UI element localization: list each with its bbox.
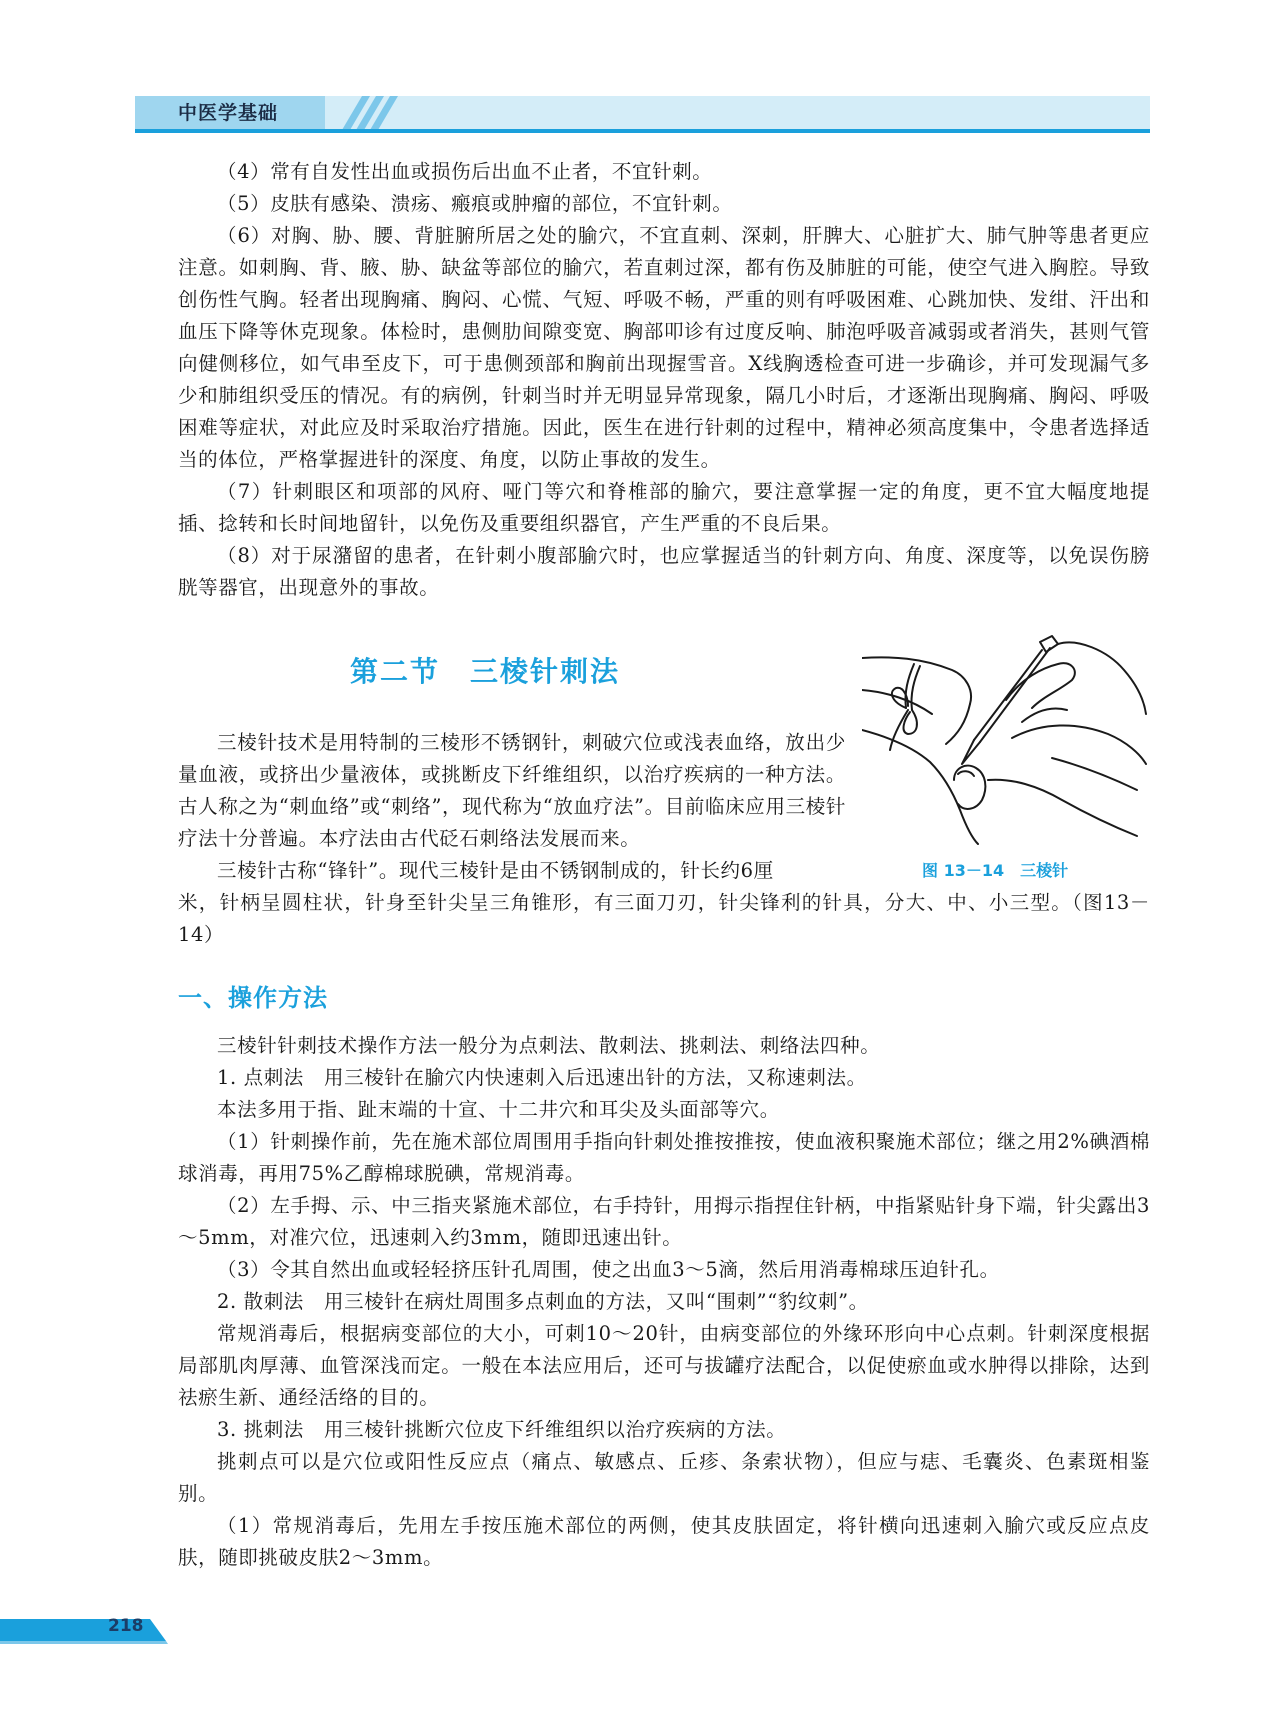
paragraph: （5）皮肤有感染、溃疡、瘢痕或肿瘤的部位，不宜针刺。 (217, 192, 733, 215)
footer-page-tab (0, 1617, 172, 1645)
running-header-title: 中医学基础 (178, 102, 279, 124)
paragraph: （1）针刺操作前，先在施术部位周围用手指向针刺处推按推按，使血液积聚施术部位；继之用2%碘酒棉球消毒，再用75%乙醇棉球脱碘，常规消毒。 (178, 1130, 1150, 1185)
paragraph: 常规消毒后，根据病变部位的大小，可刺10～20针，由病变部位的外缘环形向中心点刺。针刺深度根据局部肌肉厚薄、血管深浅而定。一般在本法应用后，还可与拔罐疗法配合，以促使瘀血或水肿得以排除，达到祛瘀生新、通经活络的目的。 (178, 1322, 1150, 1409)
section-title: 第二节 三棱针刺法 (350, 655, 621, 688)
paragraph: （4）常有自发性出血或损伤后出血不止者，不宜针刺。 (217, 160, 713, 183)
paragraph: 挑刺点可以是穴位或阳性反应点（痛点、敏感点、丘疹、条索状物），但应与痣、毛囊炎、色素斑相鉴别。 (178, 1450, 1150, 1505)
paragraph: 2. 散刺法 用三棱针在病灶周围多点刺血的方法，又叫“围刺”“豹纹刺”。 (217, 1290, 869, 1313)
paragraph: （6）对胸、胁、腰、背脏腑所居之处的腧穴，不宜直刺、深刺，肝脾大、心脏扩大、肺气肿等患者更应注意。如刺胸、背、腋、胁、缺盆等部位的腧穴，若直刺过深，都有伤及肺脏的可能，使空气进入胸腔。导致创伤性气胸。轻者出现胸痛、胸闷、心慌、气短、呼吸不畅，严重的则有呼吸困难、心跳加快、发绀、汗出和血压下降等休克现象。体检时，患侧肋间隙变宽、胸部叩诊有过度反响、肺泡呼吸音减弱或者消失，甚则气管向健侧移位，如气串至皮下，可于患侧颈部和胸前出现握雪音。X线胸透检查可进一步确诊，并可发现漏气多少和肺组织受压的情况。有的病例，针刺当时并无明显异常现象，隔几小时后，才逐渐出现胸痛、胸闷、呼吸困难等症状，对此应及时采取治疗措施。因此，医生在进行针刺的过程中，精神必须高度集中，令患者选择适当的体位，严格掌握进针的深度、角度，以防止事故的发生。 (178, 224, 1150, 471)
header-rule (135, 129, 1150, 133)
paragraph: 3. 挑刺法 用三棱针挑断穴位皮下纤维组织以治疗疾病的方法。 (217, 1418, 787, 1441)
paragraph: （7）针刺眼区和项部的风府、哑门等穴和脊椎部的腧穴，要注意掌握一定的角度，更不宜大幅度地提插、捻转和长时间地留针，以免伤及重要组织器官，产生严重的不良后果。 (178, 480, 1150, 535)
paragraph: （2）左手拇、示、中三指夹紧施术部位，右手持针，用拇示指捏住针柄，中指紧贴针身下端，针尖露出3～5mm，对准穴位，迅速刺入约3mm，随即迅速出针。 (178, 1194, 1150, 1249)
paragraph: 三棱针古称“锋针”。现代三棱针是由不锈钢制成的，针长约6厘 (217, 859, 774, 882)
header-stripes-decoration (330, 94, 400, 132)
intro-text-block (178, 727, 846, 887)
paragraph: （3）令其自然出血或轻轻挤压针孔周围，使之出血3～5滴，然后用消毒棉球压迫针孔。 (217, 1258, 1000, 1281)
subsection-title: 一、操作方法 (178, 984, 328, 1012)
method-text-block (178, 1030, 1150, 1574)
paragraph: 三棱针技术是用特制的三棱形不锈钢针，刺破穴位或浅表血络，放出少量血液，或挤出少量液体，或挑断皮下纤维组织，以治疗疾病的一种方法。古人称之为“刺血络”或“刺络”，现代称为“放血疗法”。目前临床应用三棱针疗法十分普遍。本疗法由古代砭石刺络法发展而来。 (178, 731, 846, 850)
paragraph: （8）对于尿潴留的患者，在针刺小腹部腧穴时，也应掌握适当的针刺方向、角度、深度等，以免误伤膀胱等器官，出现意外的事故。 (178, 544, 1150, 599)
continuation-text-block (178, 887, 1150, 951)
paragraph: 米，针柄呈圆柱状，针身至针尖呈三角锥形，有三面刀刃，针尖锋利的针具，分大、中、小三型。（图13－14） (178, 891, 1150, 946)
page-number: 218 (108, 1616, 144, 1636)
three-edged-needle-illustration (862, 630, 1147, 845)
paragraph: 1. 点刺法 用三棱针在腧穴内快速刺入后迅速出针的方法，又称速刺法。 (217, 1066, 867, 1089)
top-text-block (178, 156, 1150, 604)
paragraph: 三棱针针刺技术操作方法一般分为点刺法、散刺法、挑刺法、刺络法四种。 (217, 1034, 881, 1057)
paragraph: （1）常规消毒后，先用左手按压施术部位的两侧，使其皮肤固定，将针横向迅速刺入腧穴或反应点皮肤，随即挑破皮肤2～3mm。 (178, 1514, 1150, 1569)
paragraph: 本法多用于指、趾末端的十宣、十二井穴和耳尖及头面部等穴。 (217, 1098, 780, 1121)
figure-caption: 图 13－14 三棱针 (922, 861, 1069, 880)
